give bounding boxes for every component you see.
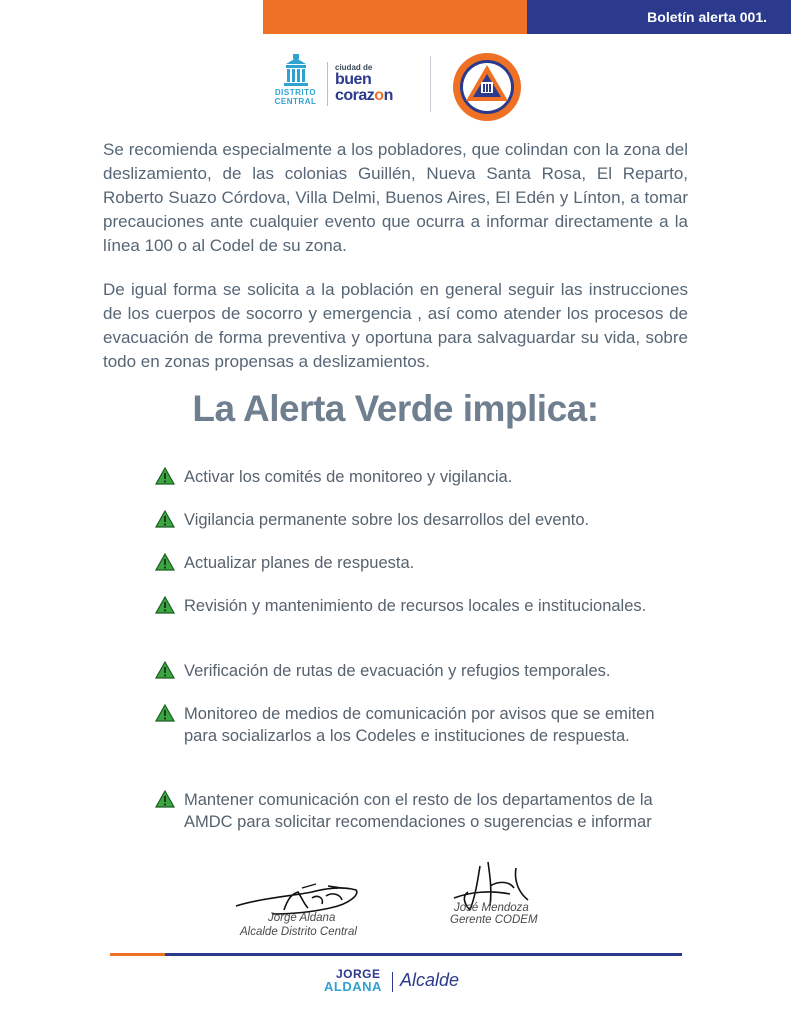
warning-triangle-icon (155, 467, 175, 485)
headline: La Alerta Verde implica: (192, 388, 599, 429)
warning-triangle-icon (155, 704, 175, 722)
banner-segment-orange (263, 0, 527, 34)
building-icon (280, 54, 312, 88)
bulletin-label: Boletín alerta 001. (647, 9, 767, 25)
warning-triangle-icon (155, 661, 175, 679)
buen-corazon-line2 (335, 88, 415, 104)
signer-2-title: Gerente CODEM (450, 914, 538, 926)
footer-name-top: JORGE (336, 967, 381, 981)
footer-rule-navy (165, 953, 682, 956)
paragraph-2: De igual forma se solicita a la población en general seguir las instrucciones de los cuerpos de socorro y emergencia , así como atender los procesos de evacuación de forma preventiva y oportuna para salvaguardar su vida, sobre todo en zonas propensas a deslizamientos. (103, 280, 688, 371)
buen-corazon-logo (335, 64, 415, 104)
distrito-central-logo (268, 54, 323, 108)
footer-name-bottom: ALDANA (324, 979, 382, 994)
buen-corazon-small-text: ciudad de (335, 63, 373, 72)
footer-rule (110, 953, 682, 956)
buen-corazon-line2-b: n (383, 87, 393, 104)
paragraph-1: Se recomienda especialmente a los pobladores, que colindan con la zona del deslizamiento, de las colonias Guillén, Nueva Santa Rosa, El Reparto, Roberto Suazo Córdova, Villa Delmi, Buenos Aires, El Edén y Línton, a tomar precauciones ante cualquier evento que ocurra a informar directamente a la línea 100 o al Codel de su zona. (103, 140, 688, 255)
buen-corazon-line1: buen (335, 71, 372, 88)
buen-corazon-line2-a: coraz (335, 87, 375, 104)
heart-icon: o (374, 87, 384, 104)
warning-triangle-icon (155, 790, 175, 808)
logo-row (0, 52, 791, 116)
top-banner (0, 0, 791, 34)
signer-1-name: Jorge Aldana (268, 912, 336, 924)
warning-triangle-icon (155, 596, 175, 614)
signature-block-1 (232, 868, 372, 938)
logo-divider (327, 62, 328, 106)
signer-1-title: Alcalde Distrito Central (240, 926, 357, 938)
footer (0, 966, 791, 1002)
list-item-text: Activar los comités de monitoreo y vigilancia. (184, 468, 513, 486)
footer-rule-orange (110, 953, 165, 956)
banner-segment-white (0, 0, 263, 34)
footer-role: Alcalde (400, 970, 460, 990)
codem-seal (452, 52, 522, 122)
signature-scribble-1 (232, 868, 372, 918)
signature-block-2 (440, 858, 550, 938)
list-item-text: Actualizar planes de respuesta. (184, 554, 415, 572)
signer-2-name: José Mendoza (454, 902, 529, 914)
warning-triangle-icon (155, 510, 175, 528)
warning-triangle-icon (155, 553, 175, 571)
footer-separator (392, 972, 393, 992)
codem-seal-icon (452, 52, 522, 122)
list-item-text: Monitoreo de medios de comunicación por avisos que se emiten para socializarlos a los Codeles e instituciones de respuesta. (184, 705, 655, 745)
list-item-text: Vigilancia permanente sobre los desarrollos del evento. (184, 511, 590, 529)
list-item-text: Revisión y mantenimiento de recursos locales e institucionales. (184, 597, 647, 615)
distrito-central-text: DISTRITO CENTRAL (274, 88, 317, 106)
logo-divider-2 (430, 56, 431, 112)
list-item-text: Verificación de rutas de evacuación y refugios temporales. (184, 662, 611, 680)
list-item-text: Mantener comunicación con el resto de los departamentos de la AMDC para solicitar recomendaciones o sugerencias e informar (184, 791, 653, 831)
signature-area (0, 858, 791, 938)
